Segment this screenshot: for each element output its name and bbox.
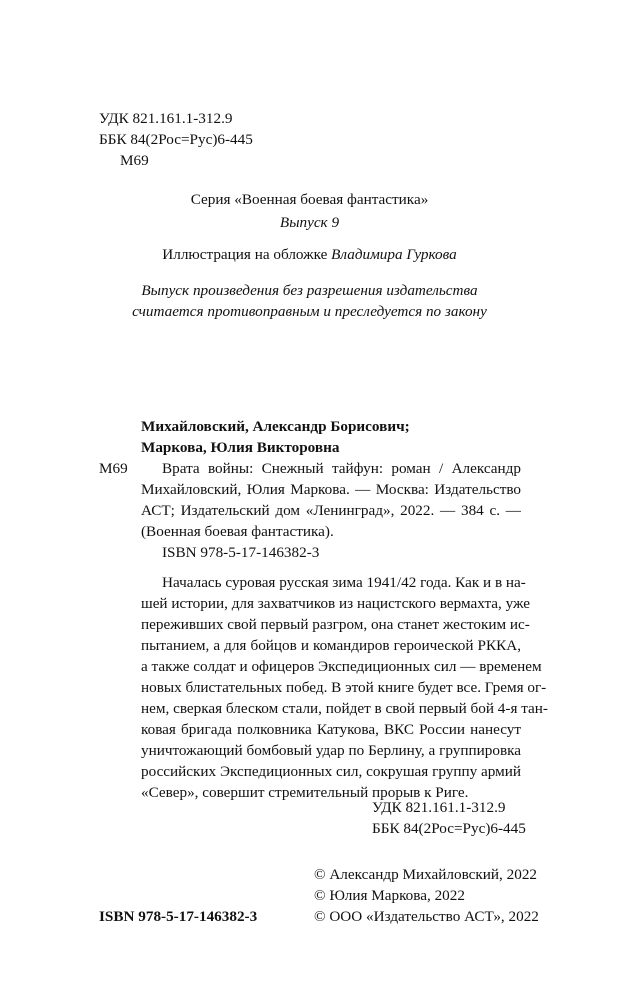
annotation-line: уничтожающий бомбовый удар по Берлину, а группировка [141,742,521,759]
udk-bottom: УДК 821.161.1-312.9 [372,799,506,816]
annotation-line: новых блистательных побед. В этой книге будет все. Гремя ог- [141,679,547,696]
isbn-bottom: ISBN 978-5-17-146382-3 [99,908,258,925]
copyright-line-3: © ООО «Издательство АСТ», 2022 [314,908,539,925]
series-line: Серия «Военная боевая фантастика» [190,191,429,208]
bib-line-4: (Военная боевая фантастика). [141,523,334,540]
annotation-line: Началась суровая русская зима 1941/42 года. Как и в на- [162,574,526,591]
warning-line-2: считается противоправным и преследуется по закону [132,303,487,320]
warning-line-1: Выпуск произведения без разрешения издательства [141,282,478,299]
annotation-line: переживших свой первый разгром, она станет жестоким ис- [141,616,530,633]
copyright-line-1: © Александр Михайловский, 2022 [314,866,538,883]
annotation-line: пытанием, а для бойцов и командиров героической РККА, [141,637,521,654]
annotation-line: «Север», совершит стремительный прорыв к Риге. [141,784,469,801]
annotation-line: а также солдат и офицеров Экспедиционных сил — временем [141,658,542,675]
isbn-record: ISBN 978-5-17-146382-3 [162,544,320,561]
bib-line-1: Врата войны: Снежный тайфун: роман / Александр [162,460,521,477]
illustration-credit [0,244,619,265]
illustration-artist: Владимира Гуркова [331,246,457,263]
bbk-bottom: ББК 84(2Рос=Рус)6-445 [372,820,526,837]
series-issue: Выпуск 9 [279,214,340,231]
illustration-prefix: Иллюстрация на обложке [162,246,332,263]
bbk-top: ББК 84(2Рос=Рус)6-445 [99,131,253,148]
annotation-line: российских Экспедиционных сил, сокрушая группу армий [141,763,521,780]
author-line-1: Михайловский, Александр Борисович; [141,418,410,435]
author-mark-top: М69 [120,152,149,169]
bib-line-3: АСТ; Издательский дом «Ленинград», 2022. — 384 с. — [141,502,521,519]
annotation-line: ковая бригада полковника Катукова, ВКС России нанесут [141,721,521,738]
bibliographic-mark: М69 [99,460,128,477]
bibliographic-record [141,458,521,542]
annotation [141,572,548,803]
author-line-2: Маркова, Юлия Викторовна [141,439,340,456]
annotation-line: нем, сверкая блеском стали, пойдет в свой первый бой 4-я тан- [141,700,548,717]
bib-line-2: Михайловский, Юлия Маркова. — Москва: Издательство [141,481,521,498]
annotation-line: шей истории, для захватчиков из нацистского вермахта, уже [141,595,531,612]
copyright-line-2: © Юлия Маркова, 2022 [314,887,465,904]
udk-top: УДК 821.161.1-312.9 [99,110,233,127]
